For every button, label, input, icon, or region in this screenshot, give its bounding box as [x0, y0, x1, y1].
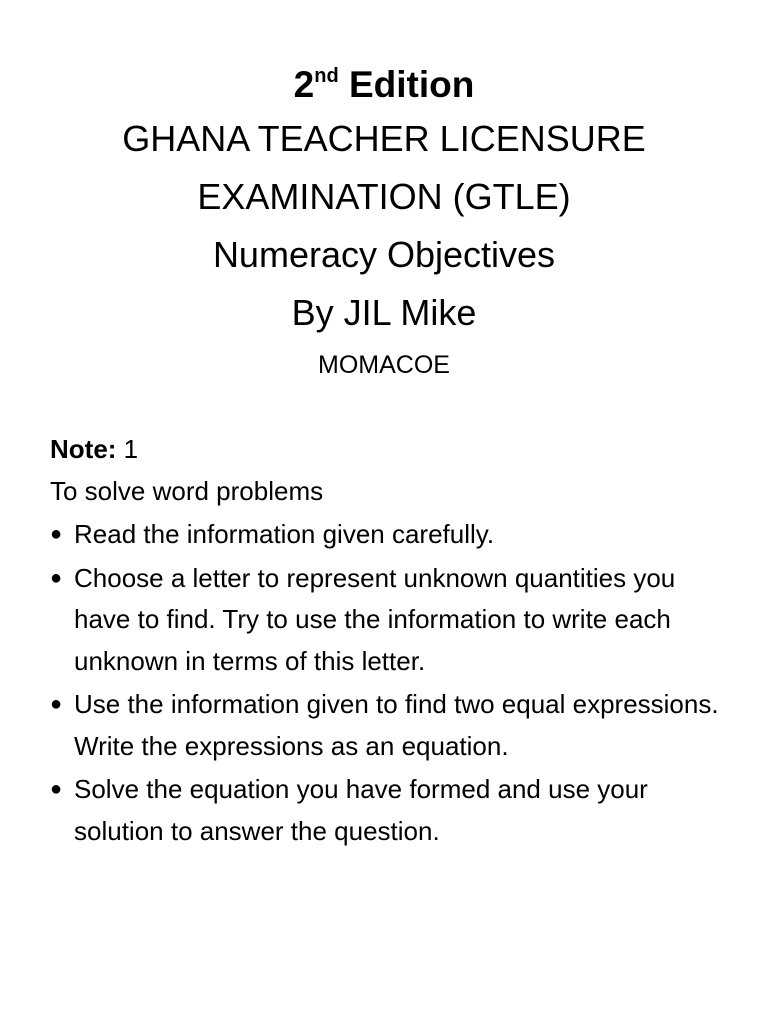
edition-suffix: nd — [314, 65, 339, 87]
title-block — [0, 60, 768, 384]
author-line: By JIL Mike — [291, 292, 477, 333]
subject-title: Numeracy Objectives — [212, 234, 556, 275]
list-item — [50, 769, 730, 852]
note-intro: To solve word problems — [50, 476, 324, 506]
organization-name: MOMACOE — [318, 351, 450, 379]
note-section — [50, 428, 730, 852]
list-item-text: Use the information given to find two equal expressions. Write the expressions as an equation. — [74, 689, 719, 761]
note-heading — [50, 428, 730, 470]
edition-word: Edition — [348, 64, 475, 105]
edition-heading — [0, 60, 768, 110]
list-item-text: Choose a letter to represent unknown quantities you have to find. Try to use the information to write each unknown in terms of this letter. — [74, 562, 676, 676]
list-item — [50, 514, 730, 556]
edition-number: 2 — [293, 64, 315, 105]
bullet-icon: ● — [50, 778, 63, 800]
bullet-icon: ● — [50, 693, 63, 715]
bullet-icon: ● — [50, 566, 63, 589]
exam-title-line-2: EXAMINATION (GTLE) — [197, 176, 571, 217]
note-label: Note: — [50, 434, 117, 464]
list-item — [50, 684, 730, 767]
list-item-text: Solve the equation you have formed and use your solution to answer the question. — [74, 774, 648, 846]
list-item-text: Read the information given carefully. — [74, 519, 495, 549]
note-number: 1 — [123, 434, 139, 464]
bullet-icon: ● — [50, 523, 63, 545]
list-item — [50, 558, 730, 683]
instruction-list — [50, 514, 730, 852]
exam-title-line-1: GHANA TEACHER LICENSURE — [122, 118, 646, 159]
